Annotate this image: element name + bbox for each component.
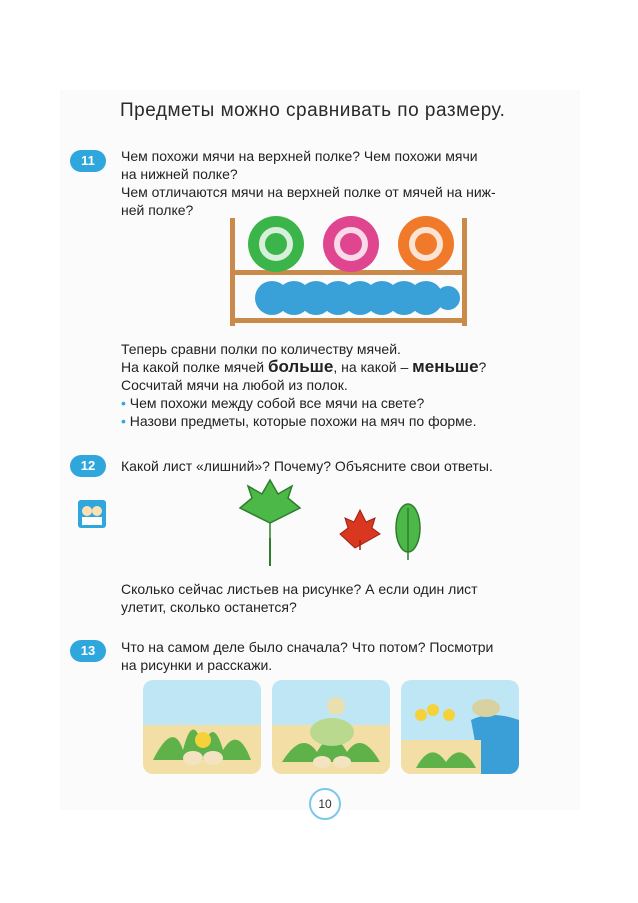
- count-line: Сосчитай мячи на любой из полок.: [121, 377, 348, 393]
- picture-panel-1: [143, 680, 261, 774]
- task-13-line: на рисунки и расскажи.: [121, 657, 273, 673]
- task-13-text: [121, 638, 591, 674]
- orange-ball: [398, 216, 454, 272]
- green-ball: [248, 216, 304, 272]
- task-11-line: ней полке?: [121, 202, 194, 218]
- blue-balls-row: [255, 281, 460, 315]
- leaves-question: улетит, сколько останется?: [121, 599, 297, 615]
- leaves-illustration: [230, 478, 430, 568]
- balls-on-shelves-illustration: [226, 212, 472, 330]
- task-number-11: 11: [70, 150, 106, 172]
- task-number-13: 13: [70, 640, 106, 662]
- bullet-question: • Назови предметы, которые похожи на мяч по форме.: [121, 413, 477, 429]
- task-12-questions: [121, 580, 591, 616]
- bullet-question: • Чем похожи между собой все мячи на свете?: [121, 395, 425, 411]
- page-number: 10: [309, 788, 341, 820]
- task-13-line: Что на самом деле было сначала? Что потом? Посмотри: [121, 639, 494, 655]
- task-11-questions: [121, 340, 591, 430]
- task-12-text: Какой лист «лишний»? Почему? Объясните свои ответы.: [121, 458, 493, 474]
- more-less-line: На какой полке мячей больше, на какой – меньше?: [121, 357, 487, 376]
- picture-panel-2: [272, 680, 390, 774]
- pink-ball: [323, 216, 379, 272]
- task-11-line: Чем отличаются мячи на верхней полке от мячей на ниж-: [121, 184, 496, 200]
- task-11-line: Чем похожи мячи на верхней полке? Чем похожи мячи: [121, 148, 478, 164]
- pair-work-icon: [78, 500, 106, 528]
- task-11-line: на нижней полке?: [121, 166, 238, 182]
- page-heading: Предметы можно сравнивать по размеру.: [120, 100, 506, 121]
- picture-panel-3: [401, 680, 519, 774]
- task-11-text: [121, 147, 581, 219]
- compare-line: Теперь сравни полки по количеству мячей.: [121, 341, 401, 357]
- leaves-question: Сколько сейчас листьев на рисунке? А если один лист: [121, 581, 478, 597]
- task-number-12: 12: [70, 455, 106, 477]
